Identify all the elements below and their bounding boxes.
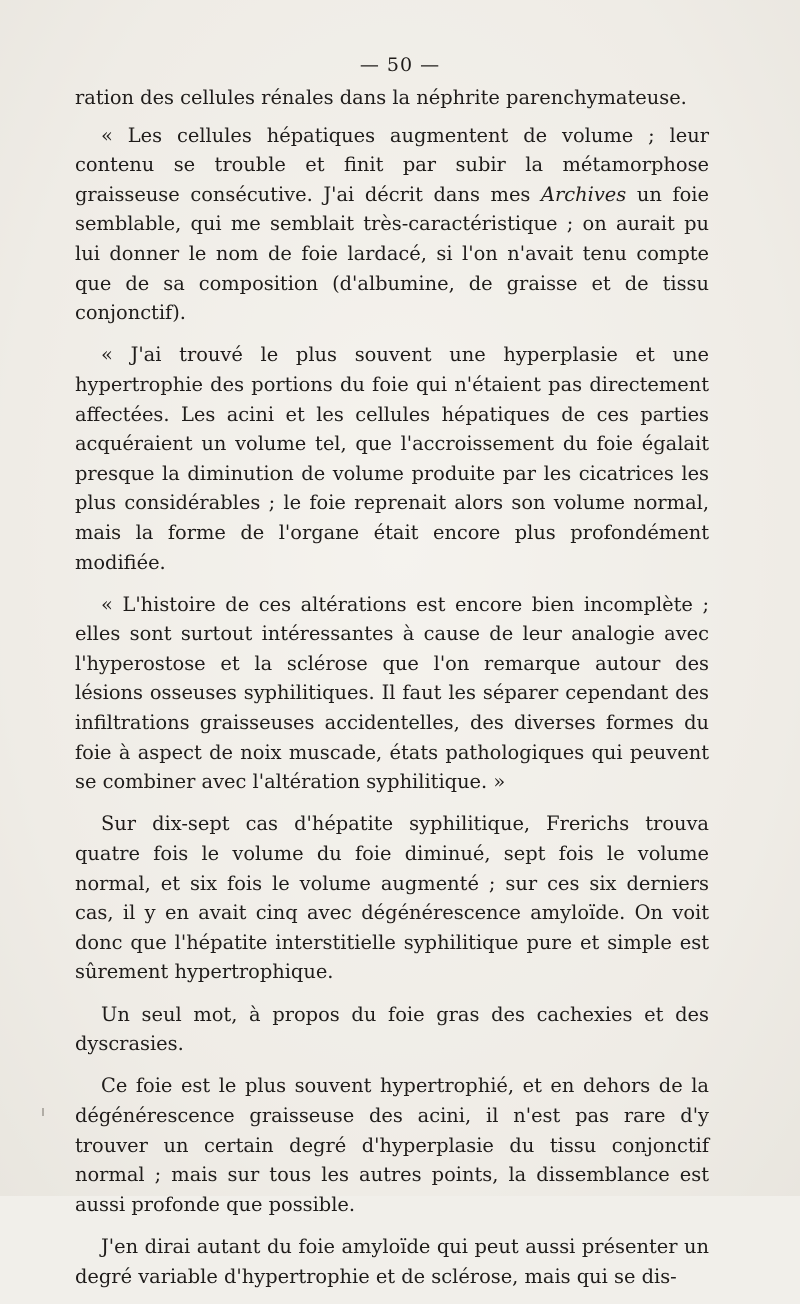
paragraph-hypertrophie: Ce foie est le plus souvent hypertrophié, et en dehors de la dégénérescence graisseuse des acini, il n'est pas rare d'y trouver un certain degré d'hyperplasie du tissu conjonctif normal ; mais sur tous les autres points, la dissemblance est aussi profonde que possible. [75, 1074, 709, 1216]
paragraph-quote-1: « Les cellules hépatiques augmentent de volume ; leur contenu se trouble et finit par subir la métamorphose graisseuse consécutive. J'ai décrit dans mes Archives un foie semblable, qui me semblait très-caractéristique ; on aurait pu lui donner le nom de foie lardacé, si l'on n'avait tenu compte que de sa composition (d'albumine, de graisse et de tissu conjonctif). [75, 123, 709, 325]
paragraph-amyloide: J'en dirai autant du foie amyloïde qui peut aussi présenter un degré variable d'hypertrophie et de sclérose, mais qui se dis- [75, 1234, 709, 1288]
paragraph-quote-2: « J'ai trouvé le plus souvent une hyperplasie et une hypertrophie des portions du foie qui n'étaient pas directement affectées. Les acini et les cellules hépatiques de ces parties acquéraient un volume tel, que l'accroissement du foie égalait presque la diminution de volume produite par les cicatrices les plus considérables ; le foie reprenait alors son volume normal, mais la forme de l'organe était encore plus profondément modifiée. [75, 343, 709, 574]
margin-mark [42, 1108, 44, 1116]
page-number: — 50 — [359, 54, 441, 76]
paragraph-continuation: ration des cellules rénales dans la néphrite parenchymateuse. [75, 86, 687, 109]
italic-archives: Archives [541, 182, 627, 206]
paragraph-foie-gras: Un seul mot, à propos du foie gras des cachexies et des dyscrasies. [75, 1002, 709, 1056]
paragraph-frerichs: Sur dix-sept cas d'hépatite syphilitique, Frerichs trouva quatre fois le volume du foie diminué, sept fois le volume normal, et six fois le volume augmenté ; sur ces six derniers cas, il y en avait cinq avec dégénérescence amyloïde. On voit donc que l'hépatite interstitielle syphilitique pure et simple est sûrement hypertrophique. [75, 812, 709, 984]
body-text [75, 83, 709, 1304]
paragraph-quote-3: « L'histoire de ces altérations est encore bien incomplète ; elles sont surtout intéressantes à cause de leur analogie avec l'hyperostose et la sclérose que l'on remarque autour des lésions osseuses syphilitiques. Il faut les séparer cependant des infiltrations graisseuses accidentelles, des diverses formes du foie à aspect de noix muscade, états pathologiques qui peuvent se combiner avec l'altération syphilitique. » [75, 592, 709, 794]
